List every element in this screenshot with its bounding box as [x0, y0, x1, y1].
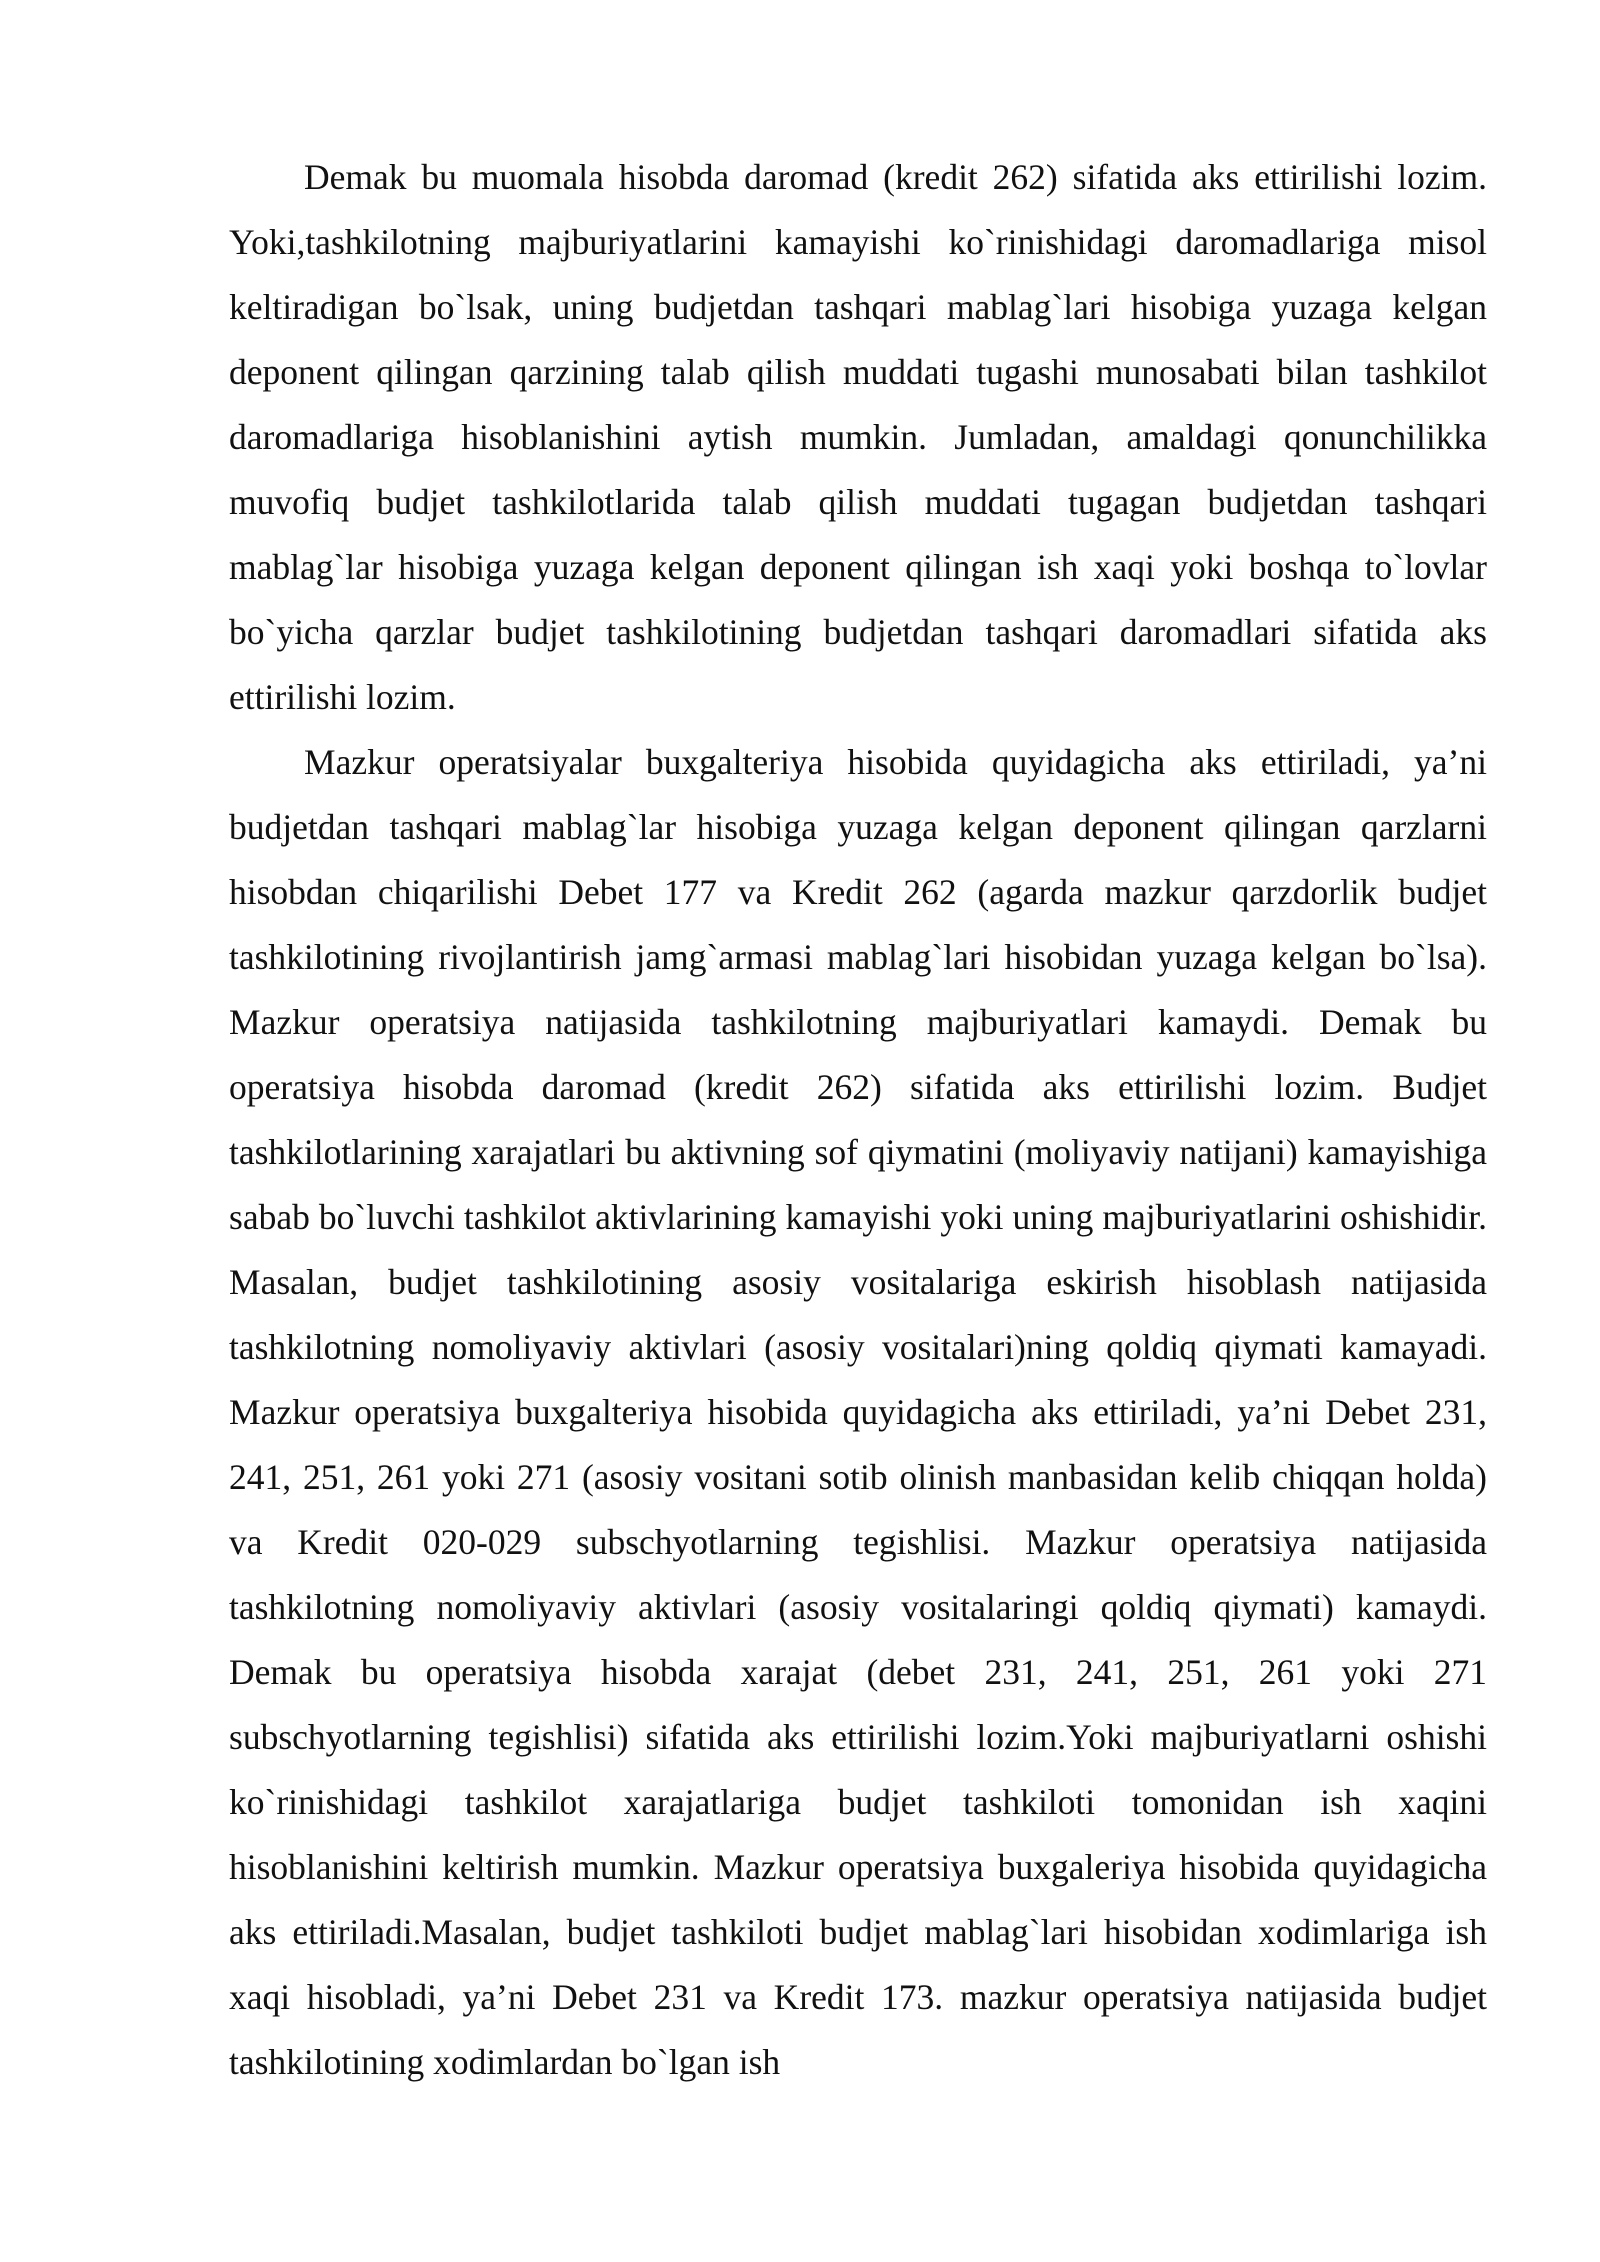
- document-body: [229, 145, 1487, 2095]
- paragraph-2: Mazkur operatsiyalar buxgalteriya hisobida quyidagicha aks ettiriladi, ya’ni budjetdan tashqari mablag`lar hisobiga yuzaga kelgan deponent qilingan qarzlarni hisobdan chiqarilishi Debet 177 va Kredit 262 (agarda mazkur qarzdorlik budjet tashkilotining rivojlantirish jamg`armasi mablag`lari hisobidan yuzaga kelgan bo`lsa). Mazkur operatsiya natijasida tashkilotning majburiyatlari kamaydi. Demak bu operatsiya hisobda daromad (kredit 262) sifatida aks ettirilishi lozim. Budjet tashkilotlarining xarajatlari bu aktivning sof qiymatini (moliyaviy natijani) kamayishiga sabab bo`luvchi tashkilot aktivlarining kamayishi yoki uning majburiyatlarini oshishidir. Masalan, budjet tashkilotining asosiy vositalariga eskirish hisoblash natijasida tashkilotning nomoliyaviy aktivlari (asosiy vositalari)ning qoldiq qiymati kamayadi. Mazkur operatsiya buxgalteriya hisobida quyidagicha aks ettiriladi, ya’ni Debet 231, 241, 251, 261 yoki 271 (asosiy vositani sotib olinish manbasidan kelib chiqqan holda) va Kredit 020-029 subschyotlarning tegishlisi. Mazkur operatsiya natijasida tashkilotning nomoliyaviy aktivlari (asosiy vositalaringi qoldiq qiymati) kamaydi. Demak bu operatsiya hisobda xarajat (debet 231, 241, 251, 261 yoki 271 subschyotlarning tegishlisi) sifatida aks ettirilishi lozim.Yoki majburiyatlarni oshishi ko`rinishidagi tashkilot xarajatlariga budjet tashkiloti tomonidan ish xaqini hisoblanishini keltirish mumkin. Mazkur operatsiya buxgaleriya hisobida quyidagicha aks ettiriladi.Masalan, budjet tashkiloti budjet mablag`lari hisobidan xodimlariga ish xaqi hisobladi, ya’ni Debet 231 va Kredit 173. mazkur operatsiya natijasida budjet tashkilotining xodimlardan bo`lgan ish: [229, 742, 1487, 2082]
- paragraph-1: Demak bu muomala hisobda daromad (kredit 262) sifatida aks ettirilishi lozim. Yoki,tashkilotning majburiyatlarini kamayishi ko`rinishidagi daromadlariga misol keltiradigan bo`lsak, uning budjetdan tashqari mablag`lari hisobiga yuzaga kelgan deponent qilingan qarzining talab qilish muddati tugashi munosabati bilan tashkilot daromadlariga hisoblanishini aytish mumkin. Jumladan, amaldagi qonunchilikka muvofiq budjet tashkilotlarida talab qilish muddati tugagan budjetdan tashqari mablag`lar hisobiga yuzaga kelgan deponent qilingan ish xaqi yoki boshqa to`lovlar bo`yicha qarzlar budjet tashkilotining budjetdan tashqari daromadlari sifatida aks ettirilishi lozim.: [229, 157, 1487, 717]
